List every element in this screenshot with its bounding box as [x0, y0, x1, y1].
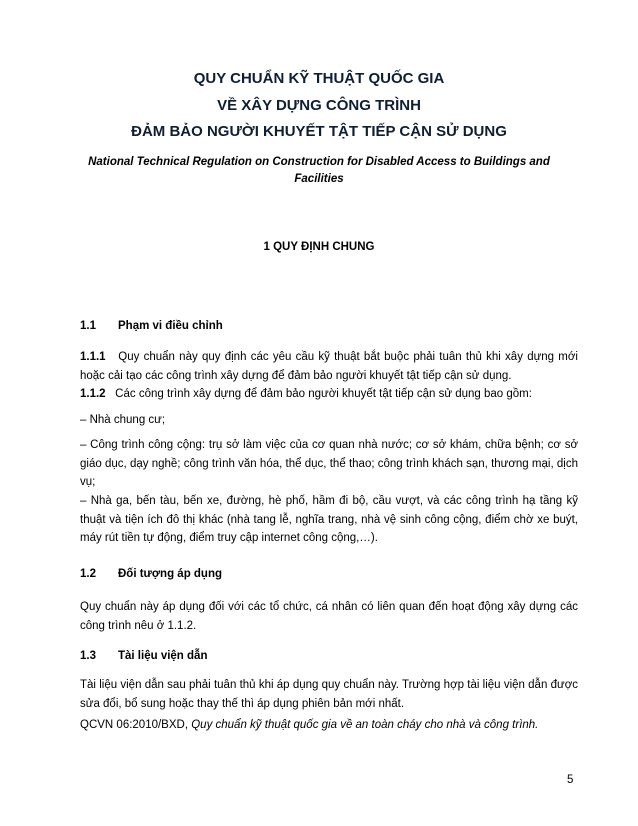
section-number: 1.1	[80, 320, 96, 332]
title-line-2: VỀ XÂY DỰNG CÔNG TRÌNH	[217, 97, 421, 114]
list-item-3: – Nhà ga, bến tàu, bến xe, đường, hè phố, hầm đi bộ, cầu vượt, và các công trình hạ tầng kỹ thuật và tiện ích đô thị khác (nhà tang lễ, nghĩa trang, nhà vệ sinh công cộng, điểm chờ xe buýt, máy rút tiền tự động, điểm truy cập internet công cộng,…).	[80, 495, 578, 544]
section-heading-1-2	[80, 568, 222, 580]
chapter-heading: 1 QUY ĐỊNH CHUNG	[263, 241, 375, 253]
section-title: Đối tượng áp dụng	[118, 568, 223, 580]
section-number: 1.2	[80, 568, 96, 580]
title-line-3: ĐẢM BẢO NGƯỜI KHUYẾT TẬT TIẾP CẬN SỬ DỤNG	[131, 123, 507, 140]
clause-number: 1.1.1	[80, 351, 106, 363]
section-title: Tài liệu viện dẫn	[118, 650, 208, 662]
clause-text: Các công trình xây dựng để đảm bảo người khuyết tật tiếp cận sử dụng bao gồm:	[115, 388, 532, 400]
paragraph-1-3: Tài liệu viện dẫn sau phải tuân thủ khi áp dụng quy chuẩn này. Trường hợp tài liệu viện dẫn được sửa đổi, bổ sung hoặc thay thế thì áp dụng phiên bản mới nhất.	[80, 679, 578, 710]
section-heading-1-1	[80, 320, 223, 332]
paragraph-1-1-1	[80, 348, 578, 385]
paragraph-1-1-2	[80, 385, 578, 404]
page-number: 5	[567, 774, 574, 786]
section-heading-1-3	[80, 650, 207, 662]
section-title: Phạm vi điều chỉnh	[118, 320, 223, 332]
list-item-2: – Công trình công cộng: trụ sở làm việc của cơ quan nhà nước; cơ sở khám, chữa bệnh; cơ sở giáo dục, dạy nghề; công trình văn hóa, thể dục, thể thao; công trình khách sạn, thương mại, dịch vụ;	[80, 439, 578, 488]
reference-code: QCVN 06:2010/BXD,	[80, 719, 189, 731]
paragraph-1-2: Quy chuẩn này áp dụng đối với các tổ chức, cá nhân có liên quan đến hoạt động xây dựng các công trình nêu ở 1.1.2.	[80, 601, 578, 632]
clause-number: 1.1.2	[80, 388, 106, 400]
reference-item	[80, 716, 578, 735]
section-number: 1.3	[80, 650, 96, 662]
title-line-1: QUY CHUẨN KỸ THUẬT QUỐC GIA	[193, 70, 445, 87]
list-item-1: – Nhà chung cư;	[80, 414, 166, 426]
english-subtitle: National Technical Regulation on Construction for Disabled Access to Buildings and Facilities	[88, 156, 550, 185]
reference-title: Quy chuẩn kỹ thuật quốc gia về an toàn cháy cho nhà và công trình.	[191, 719, 539, 731]
clause-text: Quy chuẩn này quy định các yêu cầu kỹ thuật bắt buộc phải tuân thủ khi xây dựng mới hoặc cải tạo các công trình xây dựng để đảm bảo người khuyết tật tiếp cận sử dụng.	[80, 351, 578, 382]
